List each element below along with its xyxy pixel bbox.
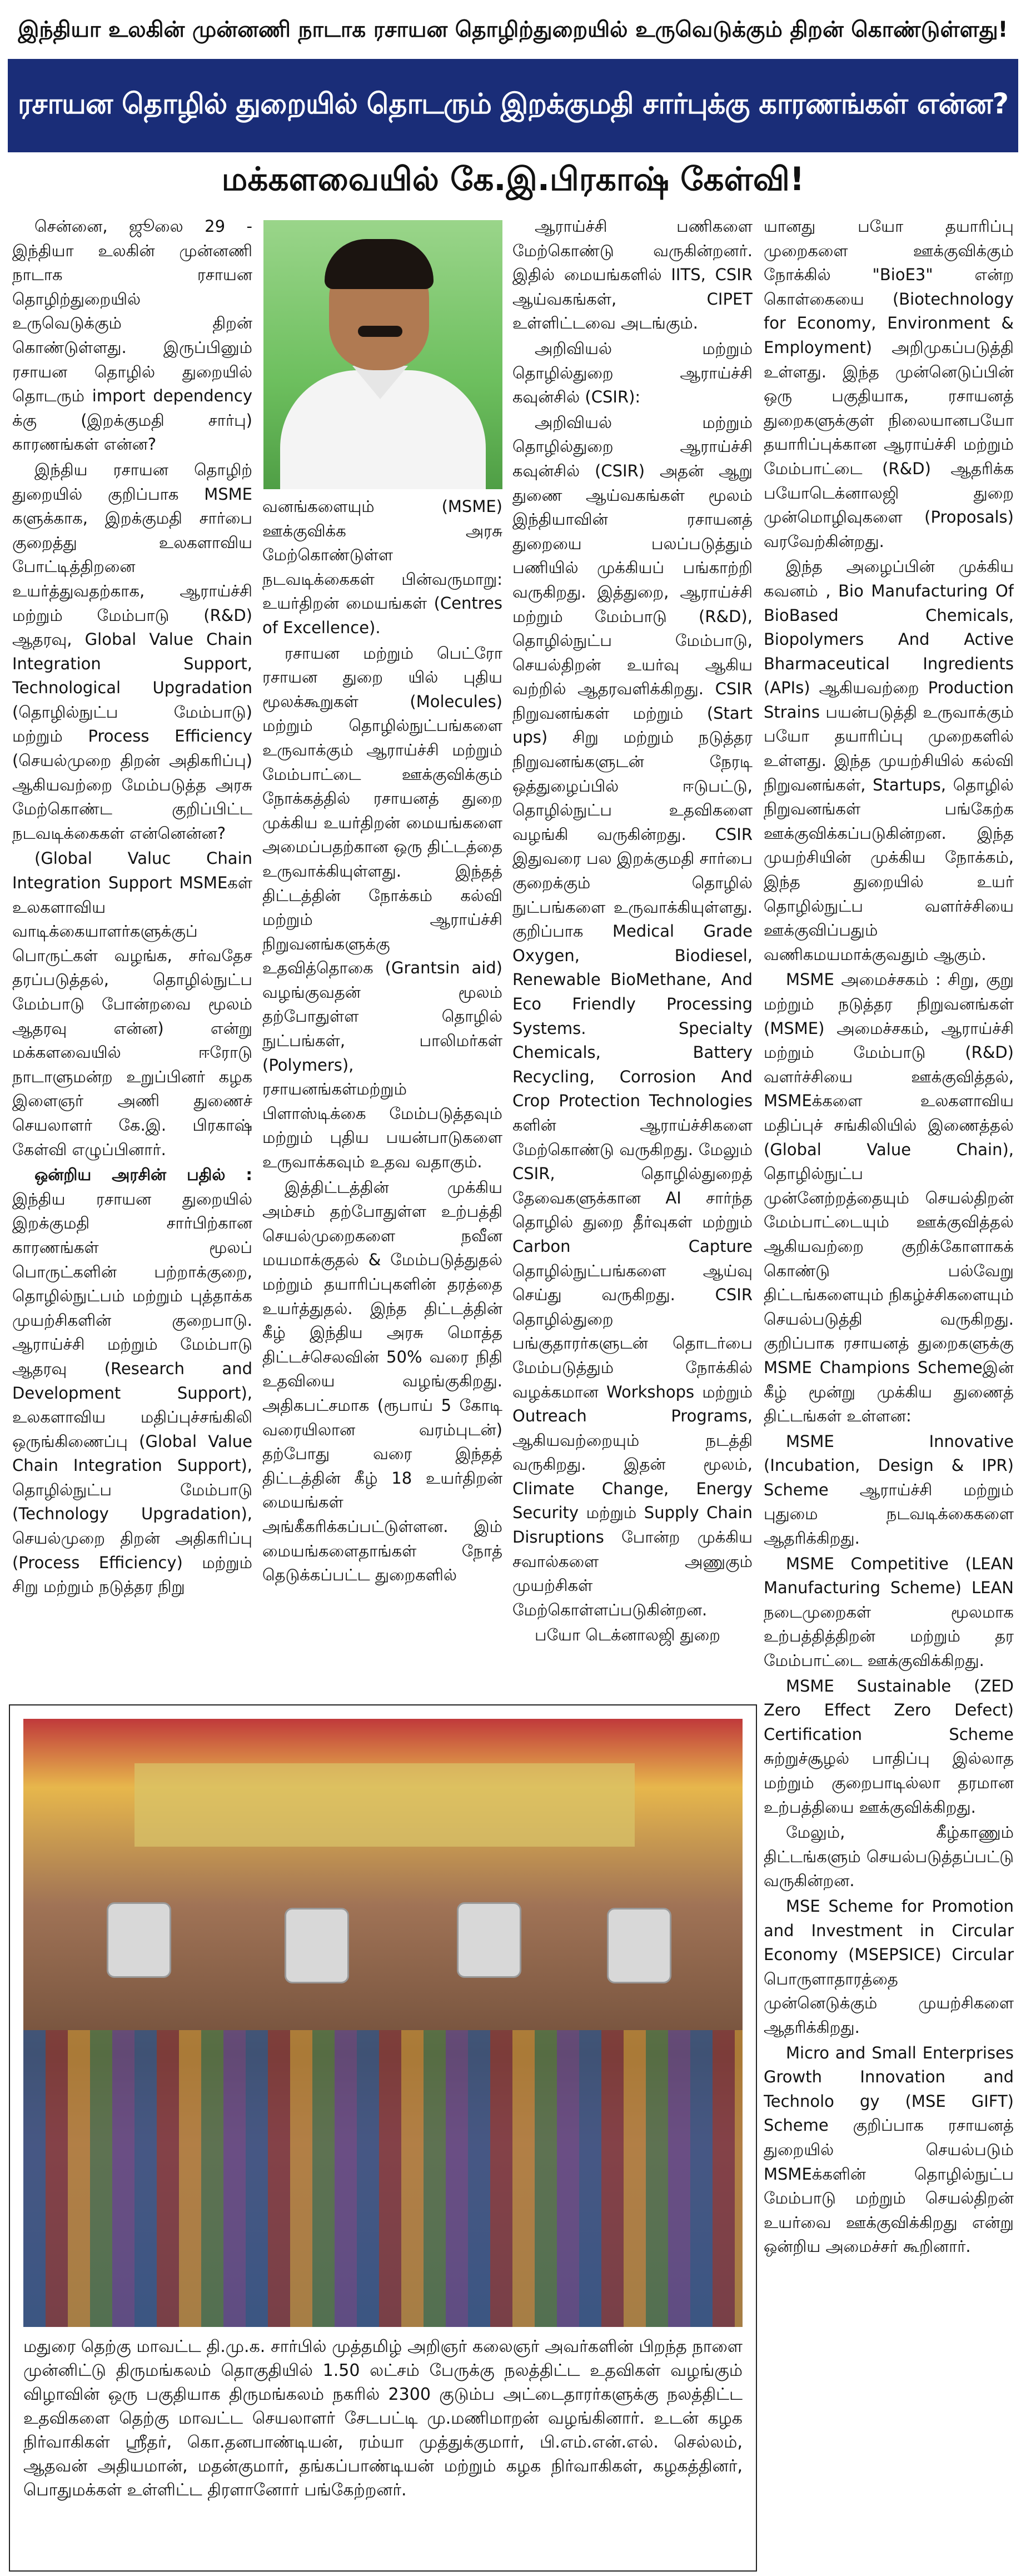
caption-text: மதுரை தெற்கு மாவட்ட தி.மு.க. சார்பில் முத்தமிழ் அறிஞர் கலைஞர் அவர்களின் பிறந்த நாளை முன்னிட்டு திருமங்கலம் தொகுதியில் 1.50 லட்சம் பேருக்கு நலத்திட்ட உதவிகள் வழங்கும் விழாவின் ஒரு பகுதியாக திருமங்கலம் நகரில் 2300 குடும்ப அட்டைதாரர்களுக்கு நலத்திட்ட உதவிகளை தெற்கு மாவட்ட செயலாளர் சேடபட்டி மு.மணிமாறன் வழங்கினார். உடன் கழக நிர்வாகிகள் ஸ்ரீதர், கொ.தனபாண்டியன், ரம்யா முத்துக்குமார், பி.எம்.என்.எல். செல்லம், ஆதவன் அதியமான், மதன்குமார், தங்கப்பாண்டியன் மற்றும் கழக நிர்வாகிகள், கழகத்தினர், பொதுமக்கள் உள்ளிட்ட திரளானோர் பங்கேற்றனர்.	[23, 2337, 743, 2500]
paragraph: பயோ டெக்னாலஜி துறை	[535, 1625, 720, 1645]
paragraph: MSME அமைச்சகம் : சிறு, குறு மற்றும் நடுத்தர நிறுவனங்கள் (MSME) அமைச்சகம், ஆராய்ச்சி மற்றும் மேம்பாடு (R&D) வளர்ச்சியை ஊக்குவித்தல், MSMEக்களை உலகளாவிய மதிப்புச் சங்கிலியில் இணைத்தல் (Global Value Chain), தொழில்நுட்ப முன்னேற்றத்தையும் செயல்திறன் மேம்பாட்டையும் ஊக்குவித்தல் ஆகியவற்றை குறிக்கோளாகக் கொண்டு பல்வேறு திட்டங்களையும் நிகழ்ச்சிகளையும் செயல்படுத்தி வருகிறது. குறிப்பாக ரசாயனத் துறைகளுக்கு MSME Champions Schemeஇன் கீழ் மூன்று முக்கிய துணைத் திட்டங்கள் உள்ளன:	[764, 970, 1014, 1426]
event-photo	[23, 1719, 743, 2327]
paragraph	[12, 1163, 252, 1599]
paragraph: வனங்களையும் (MSME) ஊக்குவிக்க அரசு மேற்கொண்டுள்ள நடவடிக்கைகள் பின்வருமாறு: உயர்திறன் மையங்கள் (Centres of Excellence).	[262, 497, 502, 637]
paragraph: சென்னை, ஜூலை 29 - இந்தியா உலகின் முன்னணி நாடாக ரசாயன தொழிற்துறையில் உருவெடுக்கும் திறன் கொண்டுள்ளது. இருப்பினும் ரசாயன தொழில் துறையில் தொடரும் import dependency க்கு (இறக்குமதி சார்பு) காரணங்கள் என்ன?	[12, 217, 252, 454]
kicker-text: இந்தியா உலகின் முன்னணி நாடாக ரசாயன தொழிற்துறையில் உருவெடுக்கும் திறன் கொண்டுள்ளது!	[18, 17, 1008, 42]
subheadline-text: மக்களவையில் கே.இ.பிரகாஷ் கேள்வி!	[221, 160, 805, 198]
article-column-1	[12, 215, 252, 1702]
photo-audience	[23, 2030, 743, 2327]
photo-drum	[607, 1908, 671, 1983]
paragraph: இந்திய ரசாயன தொழிற் துறையில் குறிப்பாக MSME களுக்காக, இறக்குமதி சார்பை குறைத்து உலகளாவிய போட்டித்திறனை உயர்த்துவதற்காக, ஆராய்ச்சி மற்றும் மேம்பாடு (R&D) ஆதரவு, Global Value Chain Integration Support, Technological Upgradation (தொழில்நுட்ப மேம்பாடு) மற்றும் Process Efficiency (செயல்முறை திறன் அதிகரிப்பு) ஆகியவற்றை மேம்படுத்த அரசு மேற்கொண்ட குறிப்பிட்ட நடவடிக்கைகள் என்னென்ன?	[12, 460, 252, 843]
photo-caption	[23, 2335, 743, 2502]
paragraph-text: இந்திய ரசாயன துறையில் இறக்குமதி சார்பிற்கான காரணங்கள் மூலப் பொருட்களின் பற்றாக்குறை, தொழில்நுட்பம் மற்றும் புத்தாக்க முயற்சிகளின் குறைபாடு. ஆராய்ச்சி மற்றும் மேம்பாடு ஆதரவு (Research and Development Support), உலகளாவிய மதிப்புச்சங்கிலி ஒருங்கிணைப்பு (Global Value Chain Integration Support), தொழில்நுட்ப மேம்பாடு (Technology Upgradation), செயல்முறை திறன் அதிகரிப்பு (Process Efficiency) மற்றும் சிறு மற்றும் நடுத்தர நிறு	[12, 1189, 252, 1597]
paragraph: அறிவியல் மற்றும் தொழில்துறை ஆராய்ச்சி கவுன்சில் (CSIR):	[512, 339, 753, 407]
photo-drum	[457, 1902, 521, 1978]
photo-backdrop-banner	[135, 1763, 635, 1847]
paragraph: ஆராய்ச்சி பணிகளை மேற்கொண்டு வருகின்றனர். இதில் மையங்களில் IITS, CSIR ஆய்வகங்கள், CIPET உள்ளிட்டவை அடங்கும்.	[512, 217, 753, 333]
event-photo-box	[9, 1704, 757, 2572]
paragraph: அறிவியல் மற்றும் தொழில்துறை ஆராய்ச்சி கவுன்சில் (CSIR) அதன் ஆறு துணை ஆய்வகங்கள் மூலம் இந்தியாவின் ரசாயனத் துறையை பலப்படுத்தும் பணியில் முக்கியப் பங்காற்றி வருகிறது. இத்துறை, ஆராய்ச்சி மற்றும் மேம்பாடு (R&D), தொழில்நுட்ப மேம்பாடு, செயல்திறன் உயர்வு ஆகிய வற்றில் ஆதரவளிக்கிறது. CSIR நிறுவனங்கள் மற்றும் (Start ups) சிறு மற்றும் நடுத்தர நிறுவனங்களுடன் நேரடி ஒத்துழைப்பில் ஈடுபட்டு, தொழில்நுட்ப உதவிகளை வழங்கி வருகின்றது. CSIR இதுவரை பல இறக்குமதி சார்பை குறைக்கும் தொழில் நுட்பங்களை உருவாக்கியுள்ளது. குறிப்பாக Medical Grade Oxygen, Biodiesel, Renewable BioMethane, And Eco Friendly Processing Systems. Specialty Chemicals, Battery Recycling, Corrosion And Crop Protection Technologies களின் ஆராய்ச்சிகளை மேற்கொண்டு வருகிறது. மேலும் CSIR, தொழில்துறைத் தேவைகளுக்கான AI சார்ந்த தொழில் துறை தீர்வுகள் மற்றும் Carbon Capture தொழில்நுட்பங்களை ஆய்வு செய்து வருகிறது. CSIR தொழில்துறை பங்குதாரர்களுடன் தொடர்பை மேம்படுத்தும் நோக்கில் வழக்கமான Workshops மற்றும் Outreach Programs, ஆகியவற்றையும் நடத்தி வருகிறது. இதன் மூலம், Climate Change, Energy Security மற்றும் Supply Chain Disruptions போன்ற முக்கிய சவால்களை அணுகும் முயற்சிகள் மேற்கொள்ளப்படுகின்றன.	[512, 412, 753, 1619]
paragraph: MSME Innovative (Incubation, Design & IPR) Scheme ஆராய்ச்சி மற்றும் புதுமை நடவடிக்கைகளை ஆதரிக்கிறது.	[764, 1431, 1014, 1548]
portrait-mustache	[358, 326, 402, 337]
paragraph: யானது பயோ தயாரிப்பு முறைகளை ஊக்குவிக்கும் நோக்கில் "BioE3" என்ற கொள்கையை (Biotechnology for Economy, Environment & Employment) அறிமுகப்படுத்தி உள்ளது. இந்த முன்னெடுப்பின் ஒரு பகுதியாக, ரசாயனத் துறைகளுக்குள் நிலையானபயோ தயாரிப்புக்கான ஆராய்ச்சி மற்றும் மேம்பாட்டை (R&D) ஆதரிக்க பயோடெக்னாலஜி துறை முன்மொழிவுகளை (Proposals) வரவேற்கின்றது.	[764, 217, 1014, 551]
paragraph: MSE Scheme for Promotion and Investment in Circular Economy (MSEPSICE) Circular பொருளாதாரத்தை முன்னெடுக்கும் முயற்சிகளை ஆதரிக்கிறது.	[764, 1896, 1014, 2037]
article-column-4	[764, 215, 1014, 2566]
article-column-3	[512, 215, 753, 1693]
paragraph: மேலும், கீழ்காணும் திட்டங்களும் செயல்படுத்தப்பட்டு வருகின்றன.	[764, 1823, 1014, 1891]
article-column-2	[262, 495, 502, 1695]
photo-drum	[107, 1902, 171, 1978]
headline-banner	[8, 59, 1018, 152]
paragraph: Micro and Small Enterprises Growth Innovation and Technolo gy (MSE GIFT) Scheme குறிப்பாக ரசாயனத் துறையில் செயல்படும் MSMEக்களின் தொழில்நுட்ப மேம்பாடு மற்றும் செயல்திறன் உயர்வை ஊக்குவிக்கிறது என்று ஒன்றிய அமைச்சர் கூறினார்.	[764, 2043, 1014, 2256]
portrait-photo	[263, 220, 502, 489]
paragraph: MSME Sustainable (ZED Zero Effect Zero Defect) Certification Scheme சுற்றுச்சூழல் பாதிப்பு இல்லாத மற்றும் குறைபாடில்லா தரமான உற்பத்தியை ஊக்குவிக்கிறது.	[764, 1676, 1014, 1817]
portrait-hair	[325, 239, 434, 289]
paragraph: MSME Competitive (LEAN Manufacturing Scheme) LEAN நடைமுறைகள் மூலமாக உற்பத்தித்திறன் மற்றும் தர மேம்பாட்டை ஊக்குவிக்கிறது.	[764, 1554, 1014, 1670]
paragraph: இந்த அழைப்பின் முக்கிய கவனம் , Bio Manufacturing Of BioBased Chemicals, Biopolymers And Active Bharmaceutical Ingredients (APIs) ஆகியவற்றை Production Strains பயன்படுத்தி உருவாக்கும் பயோ தயாரிப்பு முறைகளில் உள்ளது. இந்த முயற்சியில் கல்வி நிறுவனங்கள், Startups, தொழில் நிறுவனங்கள் பங்கேற்க ஊக்குவிக்கப்படுகின்றன. இந்த முயற்சியின் முக்கிய நோக்கம், இந்த துறையில் உயர் தொழில்நுட்ப வளர்ச்சியை ஊக்குவிப்பதும் வணிகமயமாக்குவதும் ஆகும்.	[764, 557, 1014, 964]
paragraph: (Global Valuc Chain Integration Support MSMEகள் உலகளாவிய வாடிக்கையாளர்களுக்குப் பொருட்கள் வழங்க, சர்வதேச தரப்படுத்தல், தொழில்நுட்ப மேம்பாடு போன்றவை மூலம் ஆதரவு என்ன) என்று மக்களவையில் ஈரோடு நாடாளுமன்ற உறுப்பினர் கழக இளைஞர் அணி துணைச் செயலாளர் கே.இ. பிரகாஷ் கேள்வி எழுப்பினார்.	[12, 849, 252, 1159]
paragraph: இத்திட்டத்தின் முக்கிய அம்சம் தற்போதுள்ள உற்பத்தி செயல்முறைகளை நவீன மயமாக்குதல் & மேம்படுத்துதல் மற்றும் தயாரிப்புகளின் தரத்தை உயர்த்துதல். இந்த திட்டத்தின் கீழ் இந்திய அரசு மொத்த திட்டச்செலவின் 50% வரை நிதி உதவியை வழங்குகிறது. அதிகபட்சமாக (ரூபாய் 5 கோடி வரையிலான வரம்புடன்) தற்போது வரை இந்தத் திட்டத்தின் கீழ் 18 உயர்திறன் மையங்கள் அங்கீகரிக்கப்பட்டுள்ளன. இம் மையங்களைதாங்கள் நோத் தெடுக்கப்பட்ட துறைகளில்	[262, 1177, 502, 1585]
photo-drum	[285, 1908, 349, 1983]
section-lead: ஒன்றிய அரசின் பதில் :	[34, 1165, 252, 1185]
subheadline	[13, 153, 1013, 209]
paragraph: ரசாயன மற்றும் பெட்ரோ ரசாயன துறை யில் புதிய மூலக்கூறுகள் (Molecules) மற்றும் தொழில்நுட்பங்களை உருவாக்கும் ஆராய்ச்சி மற்றும் மேம்பாட்டை ஊக்குவிக்கும் நோக்கத்தில் ரசாயனத் துறை முக்கிய உயர்திறன் மையங்களை அமைப்பதற்கான ஒரு திட்டத்தை உருவாக்கியுள்ளது. இந்தத் திட்டத்தின் நோக்கம் கல்வி மற்றும் ஆராய்ச்சி நிறுவனங்களுக்கு உதவித்தொகை (Grantsin aid) வழங்குவதன் மூலம் தற்போதுள்ள தொழில் நுட்பங்கள், பாலிமர்கள் (Polymers), ரசாயனங்கள்மற்றும் பிளாஸ்டிக்கை மேம்படுத்தவும் மற்றும் புதிய பயன்பாடுகளை உருவாக்கவும் உதவ வதாகும்.	[262, 643, 502, 1172]
kicker-strap	[13, 4, 1013, 58]
headline: ரசாயன தொழில் துறையில் தொடரும் இறக்குமதி சார்புக்கு காரணங்கள் என்ன?	[17, 87, 1009, 121]
